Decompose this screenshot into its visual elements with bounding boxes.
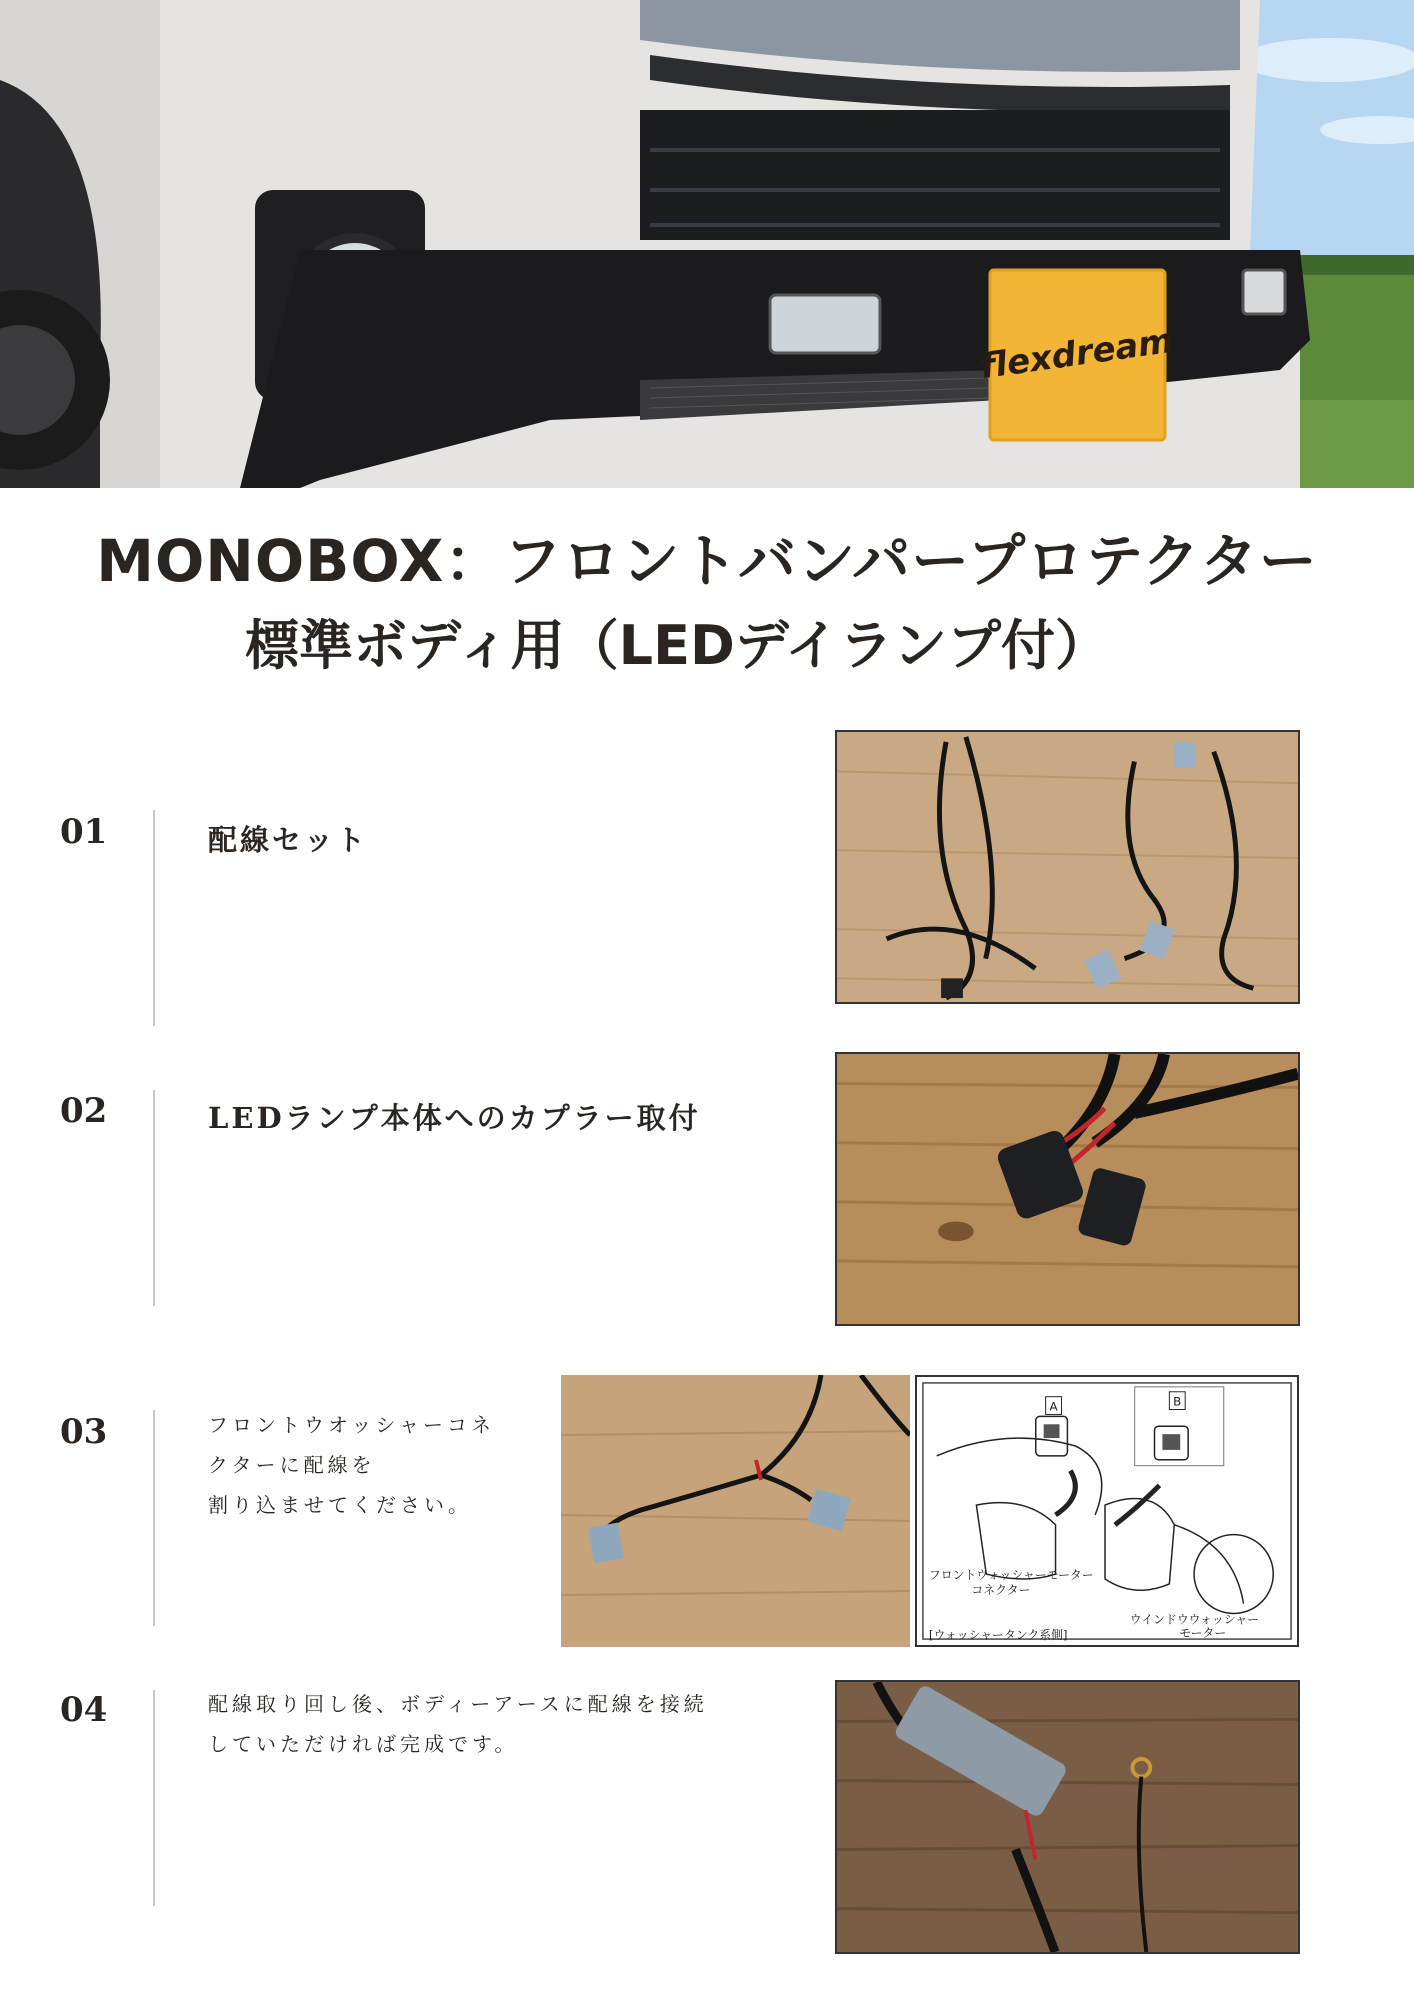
diagram-caption-bottom: [ウォッシャータンク系側] [928,1628,1068,1643]
step-number-01: 01 [60,812,108,852]
page-title [0,524,1414,682]
step-divider [153,1090,155,1306]
step-divider [153,1410,155,1626]
step-04-line-2: していただければ完成です。 [208,1732,519,1756]
step-divider [153,1690,155,1906]
coupler-photo [835,1052,1300,1326]
step-divider [153,810,155,1026]
title-line-1: MONOBOX：フロントバンパープロテクター [96,527,1318,595]
step-03-line-1: フロントウオッシャーコネ [208,1413,495,1437]
wiring-set-photo [835,730,1300,1004]
step-03-line-2: クターに配線を [208,1453,376,1477]
step-number-03: 03 [60,1412,108,1452]
washer-harness-photo [561,1375,910,1647]
step-number-04: 04 [60,1690,108,1730]
step-01-text: 配線セット [208,823,369,857]
step-number-02: 02 [60,1091,108,1131]
diagram-caption-left-1: フロントウォッシャーモーター [928,1568,1094,1582]
hero-photo [0,0,1414,488]
diagram-caption-right-1: ウインドウウォッシャー [1129,1612,1260,1627]
diagram-label-a: A [1049,1399,1058,1414]
step-04-text [208,1684,708,1764]
vehicle-front-image [0,0,1414,488]
diagram-caption-right-2: モーター [1179,1626,1227,1641]
step-02-text: LEDランプ本体へのカプラー取付 [208,1101,701,1135]
plate-text: flexdream [977,320,1176,388]
step-03-text [208,1405,495,1525]
diagram-caption-left-2: コネクター [971,1582,1031,1597]
diagram-label-b: B [1173,1394,1182,1409]
washer-connector-diagram [915,1375,1299,1647]
step-04-line-1: 配線取り回し後、ボディーアースに配線を接続 [208,1692,708,1716]
title-line-2: 標準ボディ用（LEDデイランプ付） [244,614,1110,678]
body-ground-photo [835,1680,1300,1954]
step-03-line-3: 割り込ませてください。 [208,1493,472,1517]
